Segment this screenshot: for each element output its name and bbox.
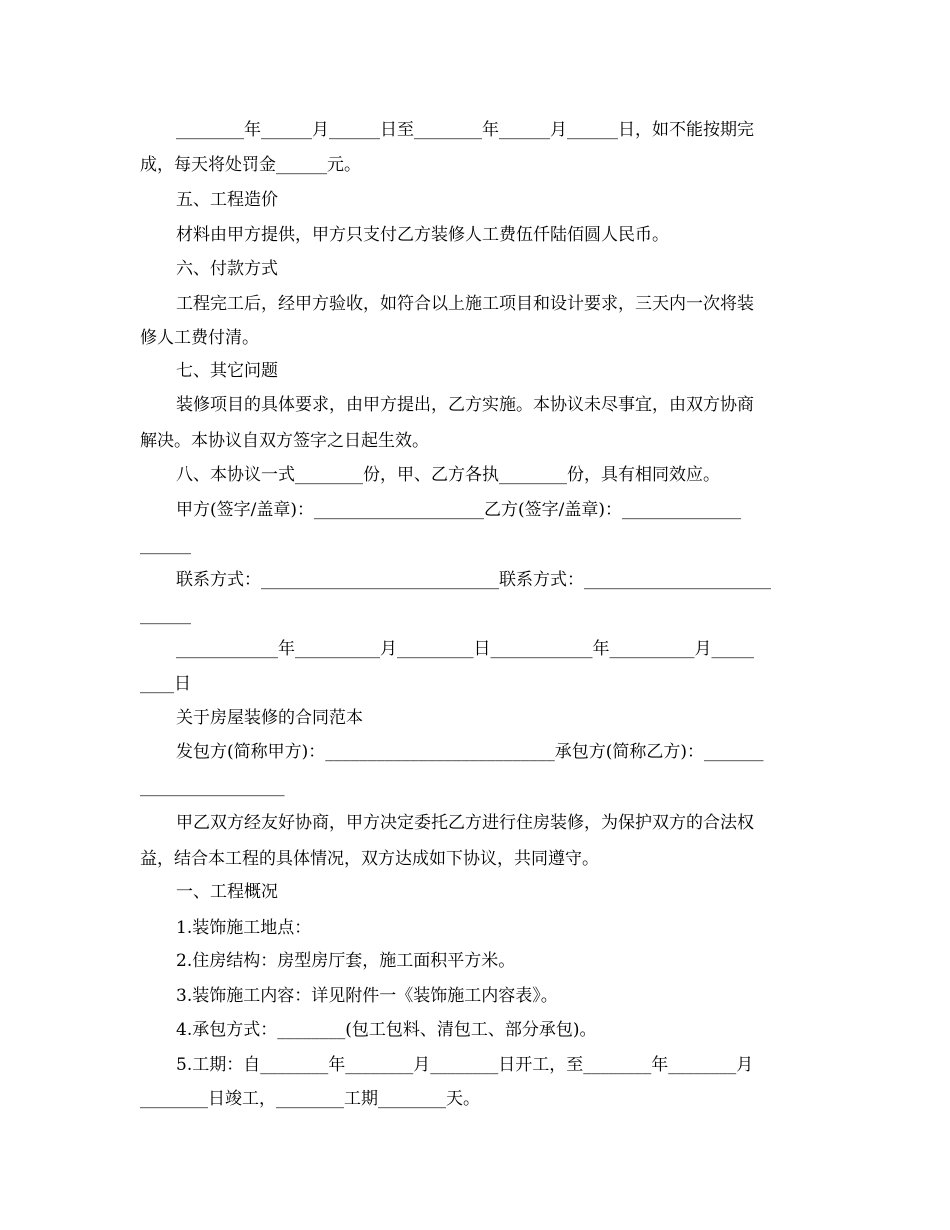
line-text: 联系方式：____________________________联系方式：______________________: [176, 570, 771, 590]
section-heading: [0, 183, 950, 217]
heading-text: 六、付款方式: [176, 259, 278, 279]
heading-text: 一、工程概况: [176, 882, 278, 902]
line-text: 2.住房结构：房型房厅套，施工面积平方米。: [176, 951, 516, 971]
list-item: [0, 944, 950, 978]
list-item: [0, 1082, 950, 1116]
line-text: 工程完工后，经甲方验收，如符合以上施工项目和设计要求，三天内一次将装: [176, 294, 754, 314]
heading-text: 五、工程造价: [176, 190, 278, 210]
party-line: [0, 770, 950, 804]
section-heading: [0, 354, 950, 388]
list-item: [0, 1048, 950, 1082]
list-item: [0, 1013, 950, 1047]
date-line: [0, 667, 950, 701]
line-text: 甲方(签字/盖章)：____________________乙方(签字/盖章)：______________: [176, 500, 741, 520]
title-text: 关于房屋装修的合同范本: [176, 708, 363, 728]
paragraph-line: [0, 321, 950, 355]
section-heading: [0, 875, 950, 909]
list-item: [0, 911, 950, 945]
line-text: 修人工费付清。: [140, 328, 259, 348]
line-text: 材料由甲方提供，甲方只支付乙方装修人工费伍仟陆佰圆人民币。: [176, 225, 669, 245]
line-text: 1.装饰施工地点：: [176, 918, 312, 938]
paragraph-line: [0, 842, 950, 876]
document-title: [0, 701, 950, 735]
heading-text: 七、其它问题: [176, 361, 278, 381]
line-text: ______: [140, 535, 191, 555]
line-text: 成，每天将处罚金______元。: [140, 155, 361, 175]
list-item: [0, 979, 950, 1013]
line-text: ____日: [140, 674, 191, 694]
line-text: 5.工期：自________年________月________日开工，至________年________月: [176, 1055, 754, 1075]
paragraph-line: [0, 218, 950, 252]
contact-line: [0, 598, 950, 632]
signature-line: [0, 528, 950, 562]
line-text: 解决。本协议自双方签字之日起生效。: [140, 431, 429, 451]
line-text: 八、本协议一式________份，甲、乙方各执________份，具有相同效应。: [176, 465, 720, 485]
line-text: 4.承包方式：________(包工包料、清包工、部分承包)。: [176, 1020, 597, 1040]
signature-line: [0, 493, 950, 527]
paragraph-line: [0, 458, 950, 492]
paragraph-line: [0, 113, 950, 147]
date-line: [0, 632, 950, 666]
line-text: _________________: [140, 777, 285, 797]
section-heading: [0, 252, 950, 286]
line-text: ______: [140, 605, 191, 625]
line-text: ________年______月______日至________年______月______日，如不能按期完: [176, 120, 754, 140]
line-text: 益，结合本工程的具体情况，双方达成如下协议，共同遵守。: [140, 849, 599, 869]
line-text: ____________年__________月_________日____________年__________月_____: [176, 639, 754, 659]
line-text: 发包方(简称甲方)：___________________________承包方(简称乙方)：_______: [176, 742, 764, 762]
contact-line: [0, 563, 950, 597]
line-text: ________日竣工，________工期________天。: [140, 1089, 480, 1109]
line-text: 3.装饰施工内容：详见附件一《装饰施工内容表》。: [176, 986, 558, 1006]
paragraph-line: [0, 148, 950, 182]
paragraph-line: [0, 424, 950, 458]
party-line: [0, 735, 950, 769]
paragraph-line: [0, 806, 950, 840]
line-text: 甲乙双方经友好协商，甲方决定委托乙方进行住房装修，为保护双方的合法权: [176, 813, 754, 833]
line-text: 装修项目的具体要求，由甲方提出，乙方实施。本协议未尽事宜，由双方协商: [176, 395, 754, 415]
paragraph-line: [0, 287, 950, 321]
paragraph-line: [0, 388, 950, 422]
